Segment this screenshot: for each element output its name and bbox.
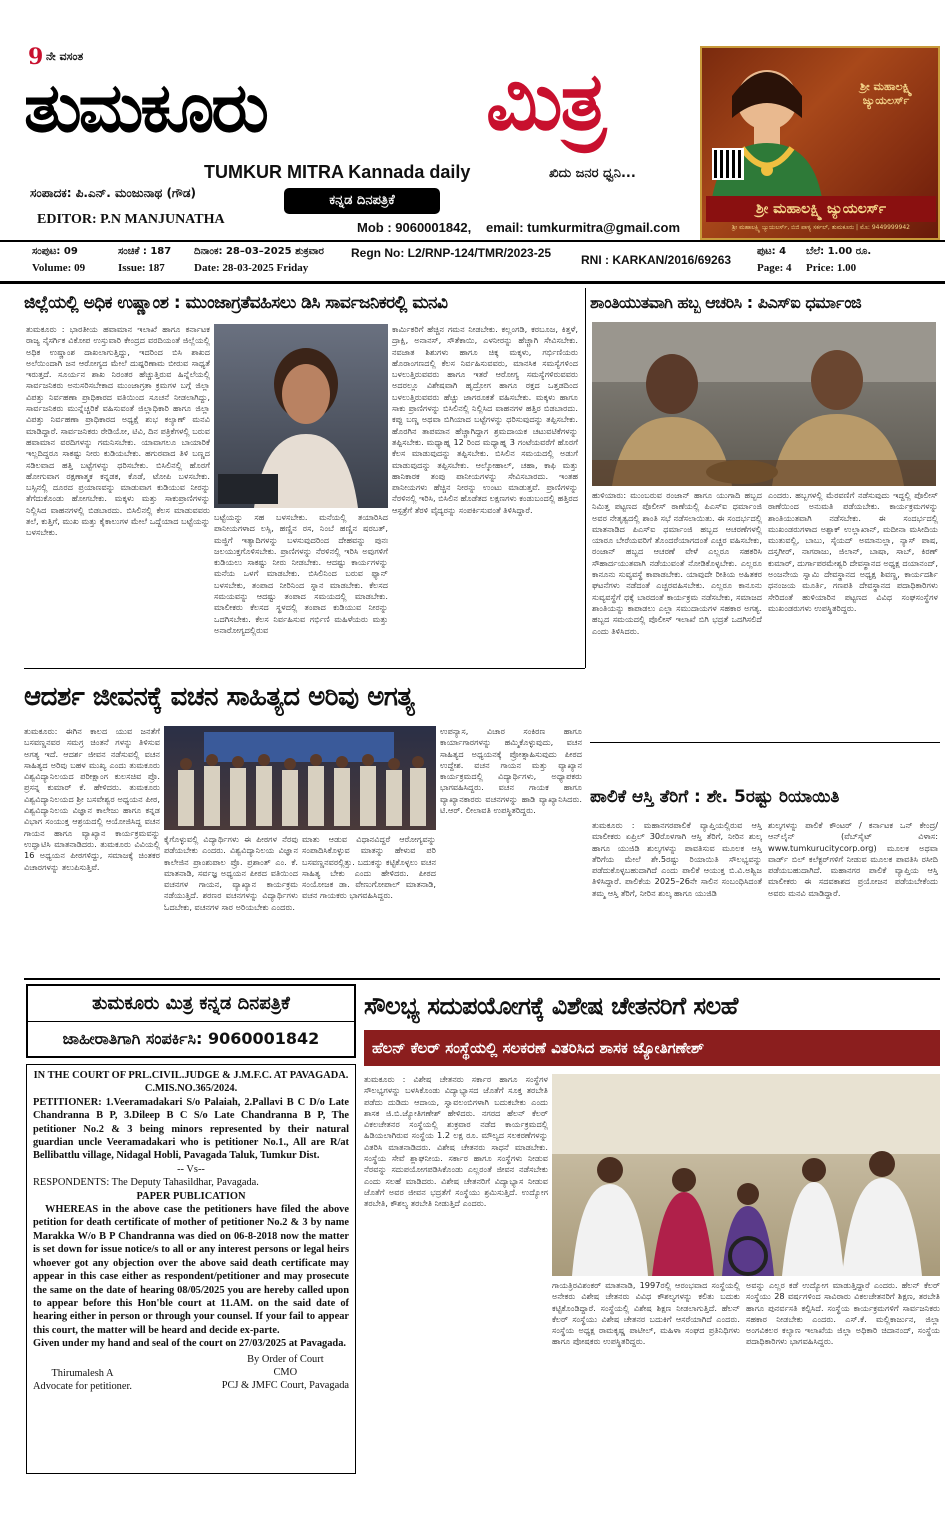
mobile-number: Mob : 9060001842, [357,220,472,235]
advert-brand-small: ಶ್ರೀ ಮಹಾಲಕ್ಷ್ಮಿ ಜ್ಯುಯಲರ್ಸ್ [860,80,912,107]
price-kn: ಬೆಲೆ: 1.00 ರೂ. [806,246,872,257]
legal-notice [26,1064,356,1474]
disabled-subhead: ಹೆಲನ್ ಕೆಲರ್ ಸಂಸ್ಥೆಯಲ್ಲಿ ಸಲಕರಣೆ ವಿತರಿಸಿದ ಶಾಸಕ ಜ್ಯೋತಿಗಣೇಶ್ [364,1030,940,1066]
issue-kn: ಸಂಚಿಕೆ : 187 [118,246,172,257]
tagline: ಖಿದು ಜನರ ಧ್ವನಿ... [549,166,636,181]
legal-case-number: C.MIS.NO.365/2024. [144,1083,238,1095]
book-release-illustration [164,726,436,830]
tax-column-1: ತುಮಕೂರು : ಮಹಾನಗರಪಾಲಿಕೆ ವ್ಯಾಪ್ತಿಯಲ್ಲಿರುವ ಆಸ್ತಿ ಮಾಲೀಕರು ಏಪ್ರಿಲ್ 30ರೊಳಗಾಗಿ ಆಸ್ತಿ ತೆರಿಗೆ, ನೀರಿನ ಶುಲ್ಕ ಹಾಗೂ ಯುಜಿಡಿ ಶುಲ್ಕಗಳನ್ನು ಪಾವತಿಸುವ ಮೂಲಕ ಆಸ್ತಿ ತೆರಿಗೆಯ ಮೇಲೆ ಶೇ.5ರಷ್ಟು ರಿಯಾಯಿತಿ ಸೌಲಭ್ಯವನ್ನು ಪಡೆದುಕೊಳ್ಳಬಹುದಾಗಿದೆ ಎಂದು ಪಾಲಿಕೆ ಆಯುಕ್ತ ಬಿ.ವಿ.ಅಶ್ವಿಜ ತಿಳಿಸಿದ್ದಾರೆ. ಪಾಲಿಕೆಯ 2025–26ನೇ ಸಾಲಿನ ಸಂಬಂಧಿಸಿದಂತೆ ತಮ್ಮ ಆಸ್ತಿ ತೆರಿಗೆ, ನೀರಿನ ಶುಲ್ಕ ಹಾಗೂ ಯುಜಿಡಿ [592,820,762,898]
daily-badge: ಕನ್ನಡ ದಿನಪತ್ರಿಕೆ [284,188,440,214]
masthead-title-red: ಮಿತ್ರ [486,55,605,148]
vachana-column-3: ಮಾತು ಆಡುವ ವಿಧಾನವಿದ್ದರೆ ಆರೋಗ್ಯವನ್ನು ಸಂಪಾದಿಸಿಕೊಳ್ಳುವ ಮಾತನ್ನು ಹೇಳುವ ಪರಿ ಬಸವಣ್ಣನವರಲ್ಲಿತ್ತು. ಬದುಕನ್ನು ಕಟ್ಟಿಕೊಳ್ಳಲು ವಚನ ಸಾಹಿತ್ಯ ಬೇಕು ಎಂದು ಹೇಳಿದರು. ಪೀಠದ ಸಂಯೋಜಕ ಡಾ. ವೇಣುಗೋಪಾಲ್ ಮಾತನಾಡಿ, ವಚನ ಗಾಯಕರು ಭಾಗವಹಿಸಿದ್ದರು. [302,834,436,901]
tax-headline: ಪಾಲಿಕೆ ಆಸ್ತಿ ತೆರಿಗೆ : ಶೇ. 5ರಷ್ಟು ರಿಯಾಯಿತಿ [590,787,840,807]
court-sign: PCJ & JMFC Court, Pavagada [221,1380,349,1392]
info-bar [0,244,945,280]
ad-contact-box [26,984,356,1058]
edition-suffix: ನೇ ವಸಂತ [46,50,84,63]
issue-en: Issue: 187 [118,262,165,274]
heat-headline: ಜಿಲ್ಲೆಯಲ್ಲಿ ಅಧಿಕ ಉಷ್ಣಾಂಶ : ಮುಂಜಾಗ್ರತೆವಹಿಸಲು ಡಿಸಿ ಸಾರ್ವಜನಿಕರಲ್ಲಿ ಮನವಿ [24,293,448,313]
email-address: email: tumkurmitra@gmail.com [486,220,681,235]
legal-body: WHEREAS in the above case the petitioners have filed the above petition for death certificate of mother of petitioner No.2 & 3 by name Marakka W/o B P Chandranna was died on 06-8-2018 now the matter is set down for issue notice/s to all or any interest persons or legal heirs whoever got any objection over the above said death certificate may appear in this case either as respondent/petitioner and may prosecute the same on the date of hearing 08/05/2025 you are hereby called upon to appear before this Hon'ble court at 11.AM. on the said date of hearing either in person or through your counsel. If your fail to appear this court, the matter will be heard and decide ex-parte. [33,1204,349,1336]
price-en: Price: 1.00 [806,262,857,274]
heat-column-divider [585,288,586,668]
info-bottom-rule [0,281,945,284]
advert-footer: ಶ್ರೀ ಮಹಾಲಕ್ಷ್ಮಿ ಜ್ಯುಯಲರ್ಸ್, ಬಿಜಿ ಪಾಳ್ಯ ಸರ್ಕಲ್, ತುಮಕೂರು | ಮೊ: 9449999942 [731,224,911,231]
festival-column-2: ಎಂದರು. ಹಬ್ಬಗಳಲ್ಲಿ ಮೆರವಣಿಗೆ ನಡೆಸುವುದು ಇದ್ದಲ್ಲಿ ಪೊಲೀಸ್ ಠಾಣೆಯಿಂದ ಅನುಮತಿ ಪಡೆಯಬೇಕು. ಕಾರ್ಯಕ್ರಮಗಳನ್ನು ಶಾಂತಿಯುತವಾಗಿ ನಡೆಸಬೇಕು. ಈ ಸಂದರ್ಭದಲ್ಲಿ ಮುಖಂಡರುಗಳಾದ ಅಶ್ಫಾಕ್ ಉಲ್ಲಾಖಾನ್, ಮದೀನಾ ಮಸೀದಿಯ ಮುತುವಲ್ಲಿ, ಬಾಬು, ಸೈಯದ್ ಅಮಾನುಲ್ಲಾ, ನ್ಯಾಸ್ ಪಾಷ, ದಸ್ತಗೀರ್, ನಾಗರಾಜು, ಜಿಲಾನ್, ಬಾಷಾ, ಸಾಬ್, ಕಿರಣ್ ಕುಮಾರ್, ದುರ್ಗಾಪರಮೇಶ್ವರಿ ದೇವಸ್ಥಾನದ ಅಧ್ಯಕ್ಷ ದಯಾನಂದ್, ಅಂಜನೇಯ ಸ್ವಾಮಿ ದೇವಸ್ಥಾನದ ಅಧ್ಯಕ್ಷ ಶಿವಣ್ಣ, ಕಾರ್ಯದರ್ಶಿ ಧನಂಜಯ ಮೂರ್ತಿ, ಗಣಪತಿ ದೇವಸ್ಥಾನದ ಪದಾಧಿಕಾರಿಗಳು ಸೇರಿದಂತೆ ಹುಳಿಯಾರಿನ ಪಟ್ಟಣದ ವಿವಿಧ ಸಂಘಸಂಸ್ಥೆಗಳ ಮುಖಂಡರುಗಳು ಉಪಸ್ಥಿತರಿದ್ದರು. [768,490,938,613]
page-kn: ಪುಟ: 4 [757,246,787,257]
heat-column-1: ತುಮಕೂರು : ಭಾರತೀಯ ಹವಾಮಾನ ಇಲಾಖೆ ಹಾಗೂ ಕರ್ನಾಟಕ ರಾಜ್ಯ ನೈಸರ್ಗಿಕ ವಿಕೋಪ ಉಸ್ತುವಾರಿ ಕೇಂದ್ರದ ವರದಿಯಂತೆ ಜಿಲ್ಲೆಯಲ್ಲಿ ಅಧಿಕ ಉಷ್ಣಾಂಶ ದಾಖಲಾಗುತ್ತಿದ್ದು, ಇದರಿಂದ ಬಿಸಿ ಶಾಖದ ಅಲೆಯಿಂದಾಗಿ ಜನ ಆರೋಗ್ಯದ ಮೇಲೆ ದುಷ್ಪರಿಣಾಮ ಬೀರುವ ಸಾಧ್ಯತೆ ಇರುತ್ತದೆ. ಸೂರ್ಯನ ಶಾಖ ನಿರಂತರ ಹೆಚ್ಚುತ್ತಿರುವ ಹಿನ್ನೆಲೆಯಲ್ಲಿ ಸಾರ್ವಜನಿಕರು ಅನುಸರಿಸಬೇಕಾದ ಮುಂಜಾಗ್ರತಾ ಕ್ರಮಗಳ ಬಗ್ಗೆ ಜಿಲ್ಲಾ ವಿಪತ್ತು ನಿರ್ವಹಣಾ ಪ್ರಾಧಿಕಾರದ ವತಿಯಿಂದ ಸೂಚನೆ ನೀಡಲಾಗಿದ್ದು, ಸಾರ್ವಜನಿಕರು ಮುನ್ನೆಚ್ಚರಿಕೆ ವಹಿಸುವಂತೆ ಜಿಲ್ಲಾಧಿಕಾರಿ ಹಾಗೂ ಜಿಲ್ಲಾ ವಿಪತ್ತು ನಿರ್ವಹಣಾ ಪ್ರಾಧಿಕಾರದ ಅಧ್ಯಕ್ಷೆ ಶುಭ ಕಲ್ಯಾಣ್ ಮನವಿ ಮಾಡಿದ್ದಾರೆ. ಸಾರ್ವಜನಿಕರು ರೇಡಿಯೋ, ಟಿವಿ, ದಿನ ಪತ್ರಿಕೆಗಳಲ್ಲಿ ಬರುವ ಹವಾಮಾನ ವರದಿಗಳನ್ನು ಗಮನಿಸಬೇಕು. ಯಾವಾಗಲೂ ಬಾಯಾರಿಕೆ ಇಲ್ಲದಿದ್ದರೂ ಸಾಕಷ್ಟು ನೀರು ಕುಡಿಯಬೇಕು. ಹಗುರವಾದ ತಿಳಿ ಬಣ್ಣದ ಸಡಿಲವಾದ ಹತ್ತಿ ಬಟ್ಟೆಗಳನ್ನು ಧರಿಸಬೇಕು. ಬಿಸಿಲಿನಲ್ಲಿ ಹೊರಗೆ ಹೋಗುವಾಗ ರಕ್ಷಣಾತ್ಮಕ ಕನ್ನಡಕ, ಕೊಡೆ, ಟೋಪಿ ಬಳಸಬೇಕು. ಬಸ್ಸಿನಲ್ಲಿ ದೂರದ ಪ್ರಯಾಣವನ್ನು ಮಾಡುವಾಗ ಕುಡಿಯುವ ನೀರನ್ನು ತೆಗೆದುಕೊಂಡು ಹೋಗಬೇಕು. ಮಕ್ಕಳು ಮತ್ತು ಸಾಕುಪ್ರಾಣಿಗಳನ್ನು ನಿಲ್ಲಿಸಿದ ವಾಹನಗಳಲ್ಲಿ ಬಿಡಬಾರದು. ಬಿಸಿಲಿನಲ್ಲಿ ಕೆಲಸ ಮಾಡುವವರು ತಲೆ, ಕುತ್ತಿಗೆ, ಮುಖ ಮತ್ತು ಕೈಕಾಲುಗಳ ಮೇಲೆ ಒದ್ದೆಯಾದ ಬಟ್ಟೆಯನ್ನು ಬಳಸಬೇಕು. [26,324,210,538]
rni-number: RNI : KARKAN/2016/69263 [581,253,732,267]
edition-number: 9 [28,44,44,70]
police-officers-illustration [592,322,936,486]
legal-court-sign [222,1353,349,1394]
jewellery-advert [700,46,940,240]
festival-column-1: ಹುಳಿಯಾರು: ಮುಂಬರುವ ರಂಜಾನ್ ಹಾಗೂ ಯುಗಾದಿ ಹಬ್ಬದ ನಿಮಿತ್ತ ಪಟ್ಟಣದ ಪೊಲೀಸ್ ಠಾಣೆಯಲ್ಲಿ ಪಿಎಸ್ಐ ಧರ್ಮಾಂಜಿ ಅವರ ನೇತೃತ್ವದಲ್ಲಿ ಶಾಂತಿ ಸಭೆ ನಡೆಸಲಾಯಿತು. ಈ ಸಂದರ್ಭದಲ್ಲಿ ಮಾತನಾಡಿದ ಪಿಎಸ್ಐ ಧರ್ಮಾಂಜಿ ಹಬ್ಬದ ಆಚರಣೆಗಳಲ್ಲಿ ಯಾರೂ ಬೇರೆಯವರಿಗೆ ತೊಂದರೆಯಾಗದಂತೆ ಎಚ್ಚರ ವಹಿಸಬೇಕು, ರಂಜಾನ್ ಹಬ್ಬದ ಆಚರಣೆ ವೇಳೆ ಎಲ್ಲರೂ ಸಹಕರಿಸಿ ಸೌಹಾರ್ದಯುತವಾಗಿ ನಡೆಯುವಂತೆ ನೋಡಿಕೊಳ್ಳಬೇಕು. ಎಲ್ಲರೂ ಕಾನೂನು ಸುವ್ಯವಸ್ಥೆ ಕಾಪಾಡಬೇಕು. ಯಾವುದೇ ರೀತಿಯ ಅಹಿತಕರ ಘಟನೆಗಳು ನಡೆದಂತೆ ಎಚ್ಚರವಹಿಸಬೇಕು. ಎಲ್ಲರೂ ಕಾನೂನು ಸುವ್ಯವಸ್ಥೆಗೆ ಧಕ್ಕೆ ಬಾರದಂತೆ ಕಾರ್ಯಕ್ರಮ ನಡೆಸಬೇಕು, ಸಮಾಜದ ಶಾಂತಿಯನ್ನು ಕಾಪಾಡಲು ಎಲ್ಲಾ ಸಮುದಾಯಗಳ ಸಹಕಾರ ಅಗತ್ಯ. ಹಬ್ಬದ ಸಮಯದಲ್ಲಿ ಪೊಲೀಸ್ ಇಲಾಖೆ ಬಿಗಿ ಭದ್ರತೆ ಒದಗಿಸಲಿದೆ ಎಂದು ತಿಳಿಸಿದರು. [592,490,762,636]
date-en: Date: 28-03-2025 Friday [194,262,309,274]
masthead [0,0,690,240]
english-title: TUMKUR MITRA Kannada daily [204,162,471,182]
disabled-column-1: ತುಮಕೂರು : ವಿಶೇಷ ಚೇತನರು ಸರ್ಕಾರ ಹಾಗೂ ಸಂಸ್ಥೆಗಳ ಸೌಲಭ್ಯಗಳನ್ನು ಬಳಸಿಕೊಂಡು ವಿದ್ಯಾಭ್ಯಾಸದ ಜೊತೆಗೆ ಸೂಕ್ತ ತರಬೇತಿ ಪಡೆದು ದುಡಿದು ಆದಾಯ, ಸ್ವಾವಲಂಬಿಗಳಾಗಿ ಬದುಕಬೇಕು ಎಂದು ಶಾಸಕ ಜಿ.ಬಿ.ಜ್ಯೋತಿಗಣೇಶ್ ಹೇಳಿದರು. ನಗರದ ಹೆಲನ್ ಕೆಲರ್ ವಿಕಲಚೇತನರ ಸಂಸ್ಥೆಯಲ್ಲಿ ಶುಕ್ರವಾರ ನಡೆದ ಕಾರ್ಯಕ್ರಮದಲ್ಲಿ ಹಿಡಿಯಲಾಗಿರುವ ಸಂಸ್ಥೆಯ 1.2 ಲಕ್ಷ ರೂ. ಮೌಲ್ಯದ ಸಲಕರಣೆಗಳನ್ನು ವಿತರಿಸಿ ಮಾತನಾಡಿದರು. ವಿಶೇಷ ಚೇತನರು ಸಾಧನೆ ಮಾಡಬೇಕು. ಸಂಸ್ಥೆಯ ಸೇವೆ ಶ್ಲಾಘನೀಯ. ಸರ್ಕಾರ ಹಾಗೂ ಸಂಸ್ಥೆಗಳು ನೀಡುವ ನೆರವನ್ನು ಸದುಪಯೋಗಪಡಿಸಿಕೊಂಡು ಎಲ್ಲರಂತೆ ಜೀವನ ನಡೆಸಬೇಕು ಎಂದು ಸಲಹೆ ಮಾಡಿದರು. ವಿಶೇಷ ಚೇತನರಿಗೆ ವಿದ್ಯಾಭ್ಯಾಸ ನೀಡುವ ಜೊತೆಗೆ ಅವರ ಜೀವನ ಭದ್ರತೆಗೆ ಸಂಸ್ಥೆಯು ಶ್ರಮಿಸುತ್ತಿದೆ. ಉದ್ಯೋಗ ತರಬೇತಿ, ಕೌಶಲ್ಯ ತರಬೇತಿ ನೀಡುತ್ತಿದೆ ಎಂದರು. [364,1074,548,1209]
legal-advocate [33,1353,132,1394]
legal-given: Given under my hand and seal of the court on 27/03/2025 at Pavagada. [33,1338,346,1350]
regn-number: Regn No: L2/RNP-124/TMR/2023-25 [351,246,552,260]
vachana-headline: ಆದರ್ಶ ಜೀವನಕ್ಕೆ ವಚನ ಸಾಹಿತ್ಯದ ಅರಿವು ಅಗತ್ಯ [24,682,415,712]
info-top-rule [0,240,945,242]
qr-code [712,148,744,180]
legal-signature-block [33,1353,349,1394]
vachana-column-1: ತುಮಕೂರು: ಈಗಿನ ಕಾಲದ ಯುವ ಜನತೆಗೆ ಬಸವಣ್ಣನವರ ಸಮಗ್ರ ಚಿಂತನೆ ಗಳನ್ನು ತಿಳಿಸುವ ಅಗತ್ಯ ಇದೆ. ಆದರ್ಶ ಜೀವನ ನಡೆಸುವಲ್ಲಿ ವಚನ ಸಾಹಿತ್ಯದ ಅರಿವು ಬಹಳ ಮುಖ್ಯ ಎಂದು ತುಮಕೂರು ವಿಶ್ವವಿದ್ಯಾನಿಲಯದ ಪರೀಕ್ಷಾಂಗ ಕುಲಸಚಿವ ಪ್ರೊ. ಪ್ರಸನ್ನ ಕುಮಾರ್ ಕೆ. ಹೇಳಿದರು. ತುಮಕೂರು ವಿಶ್ವವಿದ್ಯಾನಿಲಯದ ಶ್ರೀ ಬಸವೇಶ್ವರ ಅಧ್ಯಯನ ಪೀಠ, ವಿಶ್ವವಿದ್ಯಾನಿಲಯ ವಿಜ್ಞಾನ ಕಾಲೇಜು ಹಾಗೂ ಕನ್ನಡ ವಿಭಾಗ ಸಂಯುಕ್ತ ಆಶ್ರಯದಲ್ಲಿ ಆಯೋಜಿಸಿದ್ದ ವಚನ ಗಾಯನ ಹಾಗೂ ವ್ಯಾಖ್ಯಾನ ಕಾರ್ಯಕ್ರಮವನ್ನು ಉದ್ಘಾಟಿಸಿ ಮಾತನಾಡಿದರು. ತುಮಕೂರು ವಿವಿಯಲ್ಲಿ 16 ಅಧ್ಯಯನ ಪೀಠಗಳಿದ್ದು, ಸಮಾಜಕ್ಕೆ ಚಿಂತಕರ ವಿಚಾರಗಳನ್ನು ತಲುಪಿಸುತ್ತಿವೆ. [24,726,160,872]
tax-column-2: ಶುಲ್ಕಗಳನ್ನು ಪಾಲಿಕೆ ಕೌಂಟರ್ / ಕರ್ನಾಟಕ ಒನ್ ಕೇಂದ್ರ/ ಆನ್‌ಲೈನ್ (ವೆಬ್‌ಸೈಟ್ ವಿಳಾಸ: www.tumkurucitycorp.org) ಮೂಲಕ ಅಥವಾ ವಾರ್ಡ್ ಬಿಲ್ ಕಲೆಕ್ಟರ್‌ಗಳಿಗೆ ನೀಡುವ ಮೂಲಕ ಪಾವತಿಸಿ ರಸೀದಿ ಪಡೆಯಬಹುದಾಗಿದೆ. ಮಹಾನಗರ ಪಾಲಿಕೆ ವ್ಯಾಪ್ತಿಯ ಆಸ್ತಿ ಮಾಲೀಕರು ಈ ಸದವಕಾಶದ ಪ್ರಯೋಜನ ಪಡೆಯಬೇಕೆಂದು ಅವರು ಮನವಿ ಮಾಡಿದ್ದಾರೆ. [768,820,938,898]
masthead-title-black: ತುಮಕೂರು [24,69,266,148]
cmo: CMO [273,1366,298,1378]
equipment-distribution-illustration [552,1074,940,1276]
page-en: Page: 4 [757,262,792,274]
festival-photo [592,322,936,486]
advert-banner: ಶ್ರೀ ಮಹಾಲಕ್ಷ್ಮಿ ಜ್ಯುಯಲರ್ಸ್ [706,196,936,222]
legal-court-name: IN THE COURT OF PRL.CIVIL.JUDGE & J.M.F.C. AT PAVAGADA. [33,1070,349,1081]
disabled-headline: ಸೌಲಭ್ಯ ಸದುಪಯೋಗಕ್ಕೆ ವಿಶೇಷ ಚೇತನರಿಗೆ ಸಲಹೆ [364,992,738,1020]
volume-en: Volume: 09 [32,262,86,274]
mid-rule [24,978,940,980]
legal-respondents: RESPONDENTS: The Deputy Tahasildhar, Pavagada. [33,1177,259,1189]
advocate-role: Advocate for petitioner. [33,1380,132,1392]
disabled-column-3: ಅವನ್ನು ಎಲ್ಲರ ಕಡೆ ಉದ್ಯೋಗ ಮಾಡುತ್ತಿದ್ದಾರೆ ಎಂದರು. ಹೆಲನ್ ಕೆಲರ್ ಸಂಸ್ಥೆಯು 28 ವರ್ಷಗಳಿಂದ ಸಾವಿರಾರು ವಿಕಲಚೇತನರಿಗೆ ಶಿಕ್ಷಣ, ತರಬೇತಿ ಹಾಗೂ ಪುನರ್ವಸತಿ ಕಲ್ಪಿಸಿದೆ. ಸಂಸ್ಥೆಯ ಕಾರ್ಯಕ್ರಮಗಳಿಗೆ ಸಾರ್ವಜನಿಕರು ಸಹಕಾರ ನೀಡಬೇಕು ಎಂದರು. ಎಸ್.ಕೆ. ಮಲ್ಲಿಕಾರ್ಜುನ, ಜಿಲ್ಲಾ ಅಂಗವಿಕಲರ ಕಲ್ಯಾಣ ಇಲಾಖೆಯ ಜಿಲ್ಲಾ ಅಧಿಕಾರಿ ಚಿದಾನಂದ್, ಸಂಸ್ಥೆಯ ಪದಾಧಿಕಾರಿಗಳು ಭಾಗವಹಿಸಿದ್ದರು. [746,1280,940,1347]
vachana-column-4: ಉಪನ್ಯಾಸ, ವಿಚಾರ ಸಂಕಿರಣ ಹಾಗೂ ಕಾರ್ಯಾಗಾರಗಳನ್ನು ಹಮ್ಮಿಕೊಳ್ಳುವುದು, ವಚನ ಸಾಹಿತ್ಯದ ಅಧ್ಯಯನಕ್ಕೆ ಪ್ರೋತ್ಸಾಹಿಸುವುದು ಪೀಠದ ಉದ್ದೇಶ. ವಚನ ಗಾಯನ ಮತ್ತು ವ್ಯಾಖ್ಯಾನ ಕಾರ್ಯಕ್ರಮದಲ್ಲಿ ವಿದ್ಯಾರ್ಥಿಗಳು, ಅಧ್ಯಾಪಕರು ಭಾಗವಹಿಸಿದ್ದರು. ವಚನ ಗಾಯಕ ಹಾಗೂ ವ್ಯಾಖ್ಯಾನಕಾರರು ವಚನಗಳನ್ನು ಹಾಡಿ ವ್ಯಾಖ್ಯಾನಿಸಿದರು. ಟಿ.ಆರ್. ಲೀಲಾವತಿ ಉಪಸ್ಥಿತರಿದ್ದರು. [440,726,582,816]
date-kn: ದಿನಾಂಕ: 28–03–2025 ಶುಕ್ರವಾರ [194,246,324,257]
editor-kannada: ಸಂಪಾದಕ: ಪಿ.ಎನ್. ಮಂಜುನಾಥ (ಗೌಡ) [30,186,197,200]
disabled-column-2: ಗಾಯತ್ರಿರವಿಶಂಕರ್ ಮಾತನಾಡಿ, 1997ರಲ್ಲಿ ಆರಂಭವಾದ ಸಂಸ್ಥೆಯಲ್ಲಿ ಅನೇಕರು ವಿಶೇಷ ಚೇತನರು ವಿವಿಧ ಕೌಶಲ್ಯಗಳನ್ನು ಕಲಿತು ಬದುಕು ಕಟ್ಟಿಕೊಂಡಿದ್ದಾರೆ. ಸಂಸ್ಥೆಯಲ್ಲಿ ವಿಶೇಷ ಶಿಕ್ಷಣ ನೀಡಲಾಗುತ್ತಿದೆ. ಹೆಲನ್ ಕೆಲರ್ ಸಂಸ್ಥೆಯು ವಿಶೇಷ ಚೇತನರ ಬದುಕಿಗೆ ಆಸರೆಯಾಗಿದೆ ಎಂದರು. ಸಂಸ್ಥೆಯ ಅಧ್ಯಕ್ಷ ರಾಮಕೃಷ್ಣ ಪಾಟೀಲ್, ಮಹಿಳಾ ಸಂಘದ ಪ್ರತಿನಿಧಿಗಳು ಹಾಗೂ ಪೋಷಕರು ಉಪಸ್ಥಿತರಿದ್ದರು. [552,1280,740,1347]
heat-photo [214,324,388,508]
editor-english: EDITOR: P.N MANJUNATHA [37,212,225,227]
legal-petitioner: PETITIONER: 1.Veeramadakari S/o Palaiah, 2.Pallavi B C D/o Late Chandranna B P, 3.Dileep B C S/o Late Chandranna B P, The petitioner No.2 & 3 being minors represented by their natural guardian uncle Veeramadakari who is petitioner No.1., All are R/at Bellibattlu village, Nidagal Hobli, Pavagada Taluk, Tumkur Dist. [33,1096,349,1162]
disabled-photo [552,1074,940,1276]
advocate-name: Thirumalesh A [51,1367,114,1379]
heat-column-3: ಕಾರ್ಮಿಕರಿಗೆ ಹೆಚ್ಚಿನ ಗಮನ ನೀಡಬೇಕು. ಕಲ್ಲಂಗಡಿ, ಕರಬೂಜ, ಕಿತ್ತಳೆ, ದ್ರಾಕ್ಷಿ, ಅನಾನಸ್, ಸೌತೆಕಾಯಿ, ಎಳನೀರನ್ನು ಹೆಚ್ಚಾಗಿ ಸೇವಿಸಬೇಕು. ನವಜಾತ ಶಿಶುಗಳು ಹಾಗೂ ಚಿಕ್ಕ ಮಕ್ಕಳು, ಗರ್ಭಿಣಿಯರು ಹೊರಾಂಗಣದಲ್ಲಿ ಕೆಲಸ ನಿರ್ವಹಿಸುವವರು, ಮಾನಸಿಕ ಸಮಸ್ಯೆಗಳಿಂದ ಬಳಲುತ್ತಿರುವವರು ಹಾಗೂ ಇತರೆ ಆರೋಗ್ಯ ಸಮಸ್ಯೆಗಳಿರುವವರು ಅದರಲ್ಲೂ ವಿಶೇಷವಾಗಿ ಹೃದ್ರೋಗ ಹಾಗೂ ರಕ್ತದ ಒತ್ತಡದಿಂದ ಬಳಲುತ್ತಿರುವವರು ಹೆಚ್ಚು ಜಾಗರೂಕತೆ ವಹಿಸಬೇಕು. ಮಕ್ಕಳು ಹಾಗೂ ಸಾಕು ಪ್ರಾಣಿಗಳನ್ನು ಬಿಸಿಲಿನಲ್ಲಿ ನಿಲ್ಲಿಸಿದ ವಾಹನಗಳ ಹತ್ತಿರ ಬಿಡಬಾರದು. ಕಪ್ಪು ಬಣ್ಣ ಅಥವಾ ಬಿಗಿಯಾದ ಬಟ್ಟೆಗಳನ್ನು ಧರಿಸುವುದನ್ನು ತಪ್ಪಿಸಬೇಕು. ಹೊರಗಿನ ತಾಪಮಾನ ಹೆಚ್ಚಾಗಿದ್ದಾಗ ಶ್ರಮದಾಯಕ ಚಟುವಟಿಕೆಗಳನ್ನು ತಪ್ಪಿಸಬೇಕು. ಮಧ್ಯಾಹ್ನ 12 ರಿಂದ ಮಧ್ಯಾಹ್ನ 3 ಗಂಟೆಯವರೆಗೆ ಹೊರಗೆ ಕೆಲಸ ಮಾಡುವುದನ್ನು ತಪ್ಪಿಸಬೇಕು. ಬಿಸಿಲಿನ ಸಮಯದಲ್ಲಿ ಅಡುಗೆ ಮಾಡುವುದನ್ನು ತಪ್ಪಿಸಬೇಕು. ಆಲ್ಕೋಹಾಲ್, ಚಹಾ, ಕಾಫಿ ಮತ್ತು ಹಾನಿಕಾರಕ ತಂಪು ಪಾನೀಯಗಳನ್ನು ಸೇವಿಸಬಾರದು. ಇಂತಹ ಪಾನೀಯಗಳು ಹೆಚ್ಚಿನ ನೀರನ್ನು ಉಂಟು ಮಾಡುತ್ತವೆ. ಪ್ರಾಣಿಗಳನ್ನು ನೆರಳಿನಲ್ಲಿ ಇರಿಸಿ, ಬಿಸಿಲಿನ ಹೊಡೆತದ ಲಕ್ಷಣಗಳು ಕಂಡುಬಂದಲ್ಲಿ ಹತ್ತಿರದ ಆಸ್ಪತ್ರೆಗೆ ತೆರಳಿ ವೈದ್ಯರನ್ನು ಸಂಪರ್ಕಿಸುವಂತೆ ತಿಳಿಸಿದ್ದಾರೆ. [392,324,578,515]
vachana-top-rule [24,668,585,669]
legal-vs: -- Vs-- [177,1163,205,1175]
vachana-photo [164,726,436,830]
legal-paper-publication: PAPER PUBLICATION [136,1190,246,1202]
tax-top-rule [590,742,940,743]
heat-column-2: ಬಟ್ಟೆಯನ್ನು ಸಹ ಬಳಸಬೇಕು. ಮನೆಯಲ್ಲಿ ತಯಾರಿಸಿದ ಪಾನೀಯಗಳಾದ ಲಸ್ಸಿ, ಹಣ್ಣಿನ ರಸ, ನಿಂಬೆ ಹಣ್ಣಿನ ಷರಬತ್, ಮಜ್ಜಿಗೆ ಇತ್ಯಾದಿಗಳನ್ನು ಬಳಸುವುದರಿಂದ ದೇಹವನ್ನು ಪುನಃ ಜಲಯುಕ್ತಗೊಳಿಸಬೇಕು. ಪ್ರಾಣಿಗಳನ್ನು ನೆರಳಿನಲ್ಲಿ ಇರಿಸಿ ಅವುಗಳಿಗೆ ಕುಡಿಯಲು ಸಾಕಷ್ಟು ನೀರು ನೀಡಬೇಕು. ಆದಷ್ಟು ಕಾರ್ಯಗಳನ್ನು ಮನೆಯ ಒಳಗೆ ಮಾಡಬೇಕು. ಬಿಸಿಲಿನಿಂದ ಬರುವ ಫ್ಯಾನ್ ಬಳಸಬೇಕು, ತಂಪಾದ ನೀರಿನಿಂದ ಸ್ನಾನ ಮಾಡಬೇಕು. ಕೆಲಸದ ಸಮಯವನ್ನು ಆದಷ್ಟು ತಂಪಾದ ಸಮಯದಲ್ಲಿ ಮಾಡಬೇಕು. ಮಾಲೀಕರು ಕೆಲಸದ ಸ್ಥಳದಲ್ಲಿ ತಂಪಾದ ಕುಡಿಯುವ ನೀರನ್ನು ಒದಗಿಸಬೇಕು. ಕೆಲಸ ನಿರ್ವಹಿಸುವ ಗರ್ಭಿಣಿ ಮಹಿಳೆಯರು ಮತ್ತು ಅನಾರೋಗ್ಯದಲ್ಲಿರುವ [214,512,388,635]
festival-headline: ಶಾಂತಿಯುತವಾಗಿ ಹಬ್ಬ ಆಚರಿಸಿ : ಪಿಎಸ್ಐ ಧರ್ಮಾಂಜಿ [590,293,862,312]
volume-kn: ಸಂಪುಟ: 09 [32,246,78,257]
ad-box-title: ತುಮಕೂರು ಮಿತ್ರ ಕನ್ನಡ ದಿನಪತ್ರಿಕೆ [28,986,354,1022]
ad-box-contact: ಜಾಹೀರಾತಿಗಾಗಿ ಸಂಪರ್ಕಿಸಿ: 9060001842 [62,1029,320,1048]
vachana-column-2: ಕೈಗೊಳ್ಳುವಲ್ಲಿ ವಿದ್ಯಾರ್ಥಿಗಳು ಈ ಪೀಠಗಳ ನೆರವು ಪಡೆಯಬೇಕು ಎಂದರು. ವಿಶ್ವವಿದ್ಯಾನಿಲಯ ವಿಜ್ಞಾನ ಕಾಲೇಜಿನ ಪ್ರಾಂಶುಪಾಲ ಪ್ರೊ. ಪ್ರಶಾಂತ್ ಎಂ. ಕೆ. ಮಾತನಾಡಿ, ಸರ್ವಜ್ಞ ಅಧ್ಯಯನ ಪೀಠದ ವತಿಯಿಂದ ವಚನಗಳ ಗಾಯನ, ವ್ಯಾಖ್ಯಾನ ಕಾರ್ಯಕ್ರಮ ನಡೆಯುತ್ತಿದೆ. ಶರಣರ ವಚನಗಳನ್ನು ವಿದ್ಯಾರ್ಥಿಗಳು ಓದಬೇಕು, ವಚನಗಳ ಸಾರ ಅರಿಯಬೇಕು ಎಂದರು. [164,834,298,912]
by-order: By Order of Court [247,1353,324,1365]
dc-portrait-illustration [214,324,388,508]
